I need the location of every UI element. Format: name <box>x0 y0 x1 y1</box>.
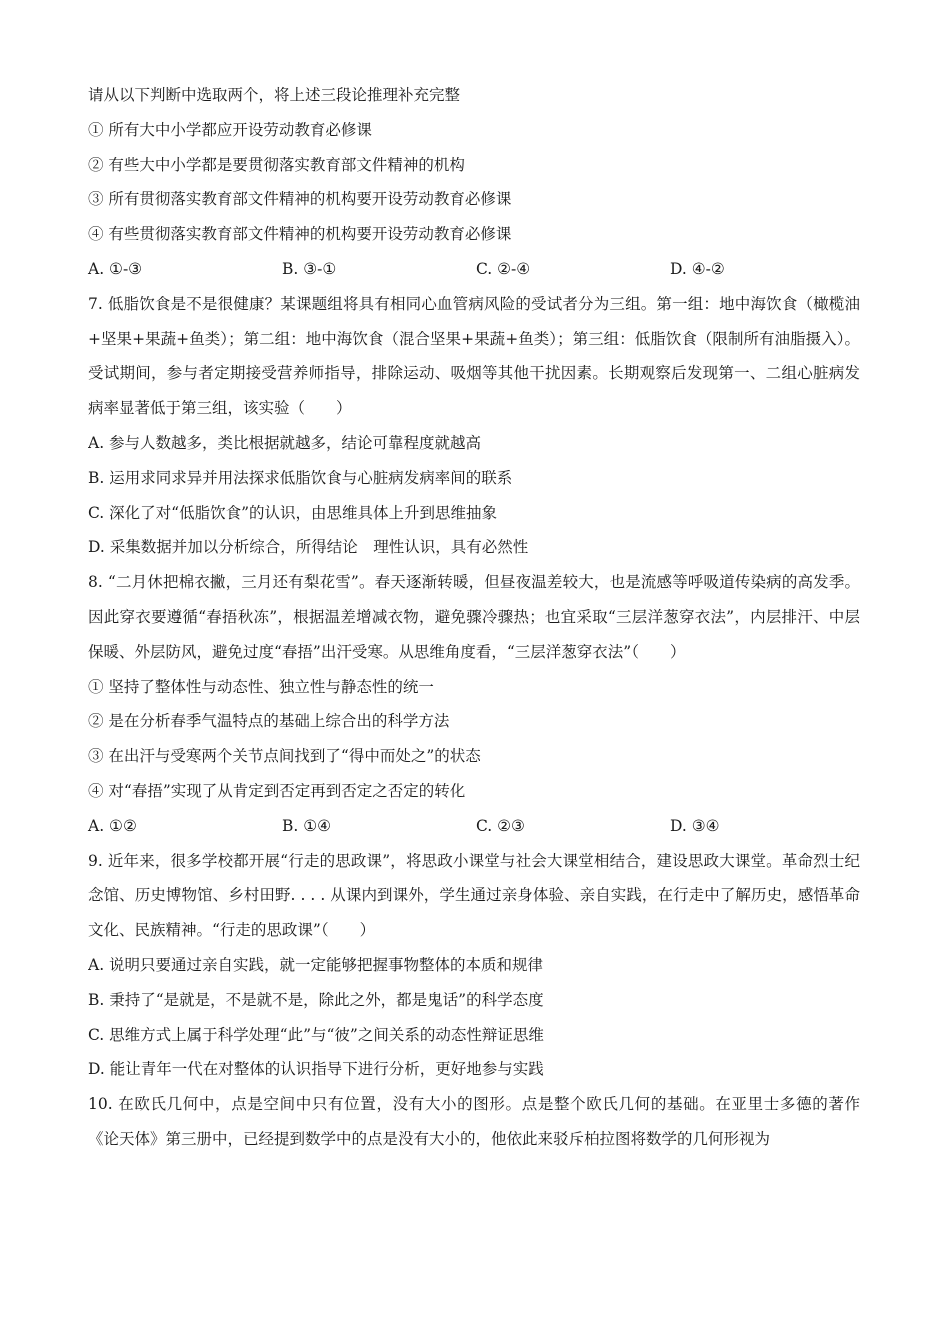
q10-stem: 10. 在欧氏几何中，点是空间中只有位置，没有大小的图形。点是整个欧氏几何的基础。在亚里士多德的著作《论天体》第三册中，已经提到数学中的点是没有大小的，他依此来驳斥柏拉图将数学的几何形视为 <box>88 1095 860 1148</box>
q6-item-3: ③ 所有贯彻落实教育部文件精神的机构要开设劳动教育必修课 <box>88 190 512 209</box>
q8-stem: 8. “二月休把棉衣撇，三月还有梨花雪”。春天逐渐转暖，但昼夜温差较大，也是流感等呼吸道传染病的高发季。因此穿衣要遵循“春捂秋冻”，根据温差增减衣物，避免骤冷骤热；也宜采取“三层洋葱穿衣法”，内层排汗、中层保暖、外层防风，避免过度“春捂”出汗受寒。从思维角度看，“三层洋葱穿衣法”（ ） <box>88 573 860 661</box>
q8-item-4: ④ 对“春捂”实现了从肯定到否定再到否定之否定的转化 <box>88 781 466 800</box>
q6-option-b: B. ③-① <box>282 259 337 278</box>
q8-option-d: D. ③④ <box>670 816 720 835</box>
q8-item-2: ② 是在分析春季气温特点的基础上综合出的科学方法 <box>88 712 450 731</box>
q6-option-a: A. ①-③ <box>88 259 143 278</box>
q8-option-b: B. ①④ <box>282 816 332 835</box>
q6-option-d: D. ④-② <box>670 259 725 278</box>
q8-option-c: C. ②③ <box>476 816 525 835</box>
q9-stem: 9. 近年来，很多学校都开展“行走的思政课”，将思政小课堂与社会大课堂相结合，建设思政大课堂。革命烈士纪念馆、历史博物馆、乡村田野. . . . 从课内到课外，学生通过亲身体验、亲自实践，在行走中了解历史，感悟革命文化、民族精神。“行走的思政课”（ ） <box>88 851 860 940</box>
q7-option-b: B. 运用求同求异并用法探求低脂饮食与心脏病发病率间的联系 <box>88 468 513 487</box>
q6-item-1: ① 所有大中小学都应开设劳动教育必修课 <box>88 120 372 139</box>
q6-stem: 请从以下判断中选取两个，将上述三段论推理补充完整 <box>88 86 461 104</box>
q9-option-b: B. 秉持了“是就是，不是就不是，除此之外，都是鬼话”的科学态度 <box>88 990 544 1009</box>
q6-options <box>88 252 860 287</box>
q8-options <box>88 809 860 844</box>
q7-option-a: A. 参与人数越多，类比根据就越多，结论可靠程度就越高 <box>88 433 482 452</box>
q7-option-d: D. 采集数据并加以分析综合，所得结论 理性认识，具有必然性 <box>88 538 529 557</box>
q8-item-1: ① 坚持了整体性与动态性、独立性与静态性的统一 <box>88 677 434 696</box>
q6-item-2: ② 有些大中小学都是要贯彻落实教育部文件精神的机构 <box>88 155 465 174</box>
q8-option-a: A. ①② <box>88 816 137 835</box>
q6-item-4: ④ 有些贯彻落实教育部文件精神的机构要开设劳动教育必修课 <box>88 225 512 244</box>
q7-stem: 7. 低脂饮食是不是很健康？某课题组将具有相同心血管病风险的受试者分为三组。第一组：地中海饮食（橄榄油+坚果+果蔬+鱼类）；第二组：地中海饮食（混合坚果+果蔬+鱼类）；第三组：低脂饮食（限制所有油脂摄入）。受试期间，参与者定期接受营养师指导，排除运动、吸烟等其他干扰因素。长期观察后发现第一、二组心脏病发病率显著低于第三组，该实验（ ） <box>88 294 860 418</box>
q7-option-c: C. 深化了对“低脂饮食”的认识，由思维具体上升到思维抽象 <box>88 503 498 522</box>
exam-page <box>88 78 860 1157</box>
q9-option-c: C. 思维方式上属于科学处理“此”与“彼”之间关系的动态性辩证思维 <box>88 1025 544 1044</box>
q6-option-c: C. ②-④ <box>476 259 531 278</box>
q9-option-a: A. 说明只要通过亲自实践，就一定能够把握事物整体的本质和规律 <box>88 955 544 974</box>
q9-option-d: D. 能让青年一代在对整体的认识指导下进行分析，更好地参与实践 <box>88 1060 544 1079</box>
q8-item-3: ③ 在出汗与受寒两个关节点间找到了“得中而处之”的状态 <box>88 747 481 766</box>
